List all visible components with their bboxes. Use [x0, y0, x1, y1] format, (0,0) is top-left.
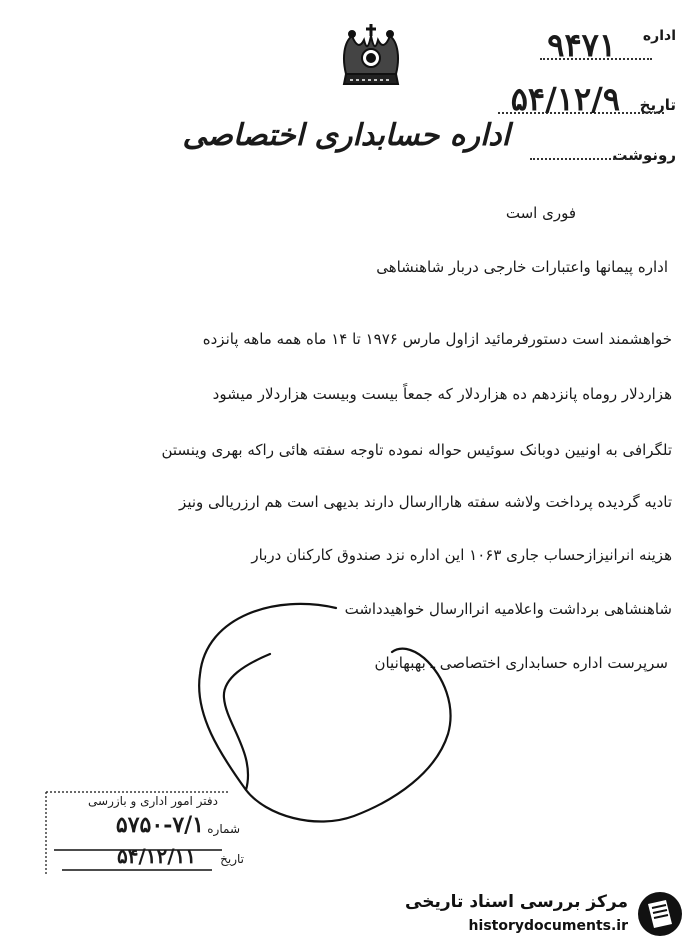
- archive-watermark: [405, 888, 692, 942]
- stamp-office-line: دفتر امور اداری و بازرسی: [88, 794, 218, 808]
- letter-number: ۹۴۷۱: [547, 26, 616, 64]
- stamp-date: ۵۴/۱۲/۱۱: [116, 844, 196, 868]
- signature-line: سرپرست اداره حسابداری اختصاصی ـ بهبهانیان: [374, 654, 668, 672]
- watermark-url: historydocuments.ir: [468, 918, 628, 934]
- receipt-stamp: [42, 788, 244, 878]
- body-line-1: خواهشمند است دستورفرمائید ازاول مارس ۱۹۷۶ تا ۱۴ ماه همه ماهه پانزده: [202, 330, 672, 348]
- watermark-title: مرکز بررسی اسناد تاریخی: [405, 892, 628, 912]
- body-line-4: تادیه گردیده پرداخت ولاشه سفته هاراارسال دارند بدیهی است هم ارزریالی ونیز: [179, 493, 672, 511]
- department-title: اداره حسابداری اختصاصی: [182, 118, 510, 153]
- urgency-note: فوری است: [505, 204, 576, 222]
- crown-emblem-icon: [338, 18, 404, 94]
- copy-label: رونوشت: [612, 146, 676, 164]
- body-line-2: هزاردلار روماه پانزدهم ده هزاردلار که جمعاً بیست وبیست هزاردلار میشود: [212, 385, 672, 403]
- recipient-line: اداره پیمانها واعتبارات خارجی دربار شاهنشاهی: [376, 258, 668, 276]
- stamp-number-label: شماره: [207, 822, 240, 836]
- body-line-3: تلگرافی به اونیین دوبانک سوئیس حواله نموده تاوجه سفته هائی راکه بهری وینستن: [161, 441, 672, 459]
- number-label: اداره: [642, 28, 676, 44]
- body-line-6: شاهنشاهی برداشت واعلامیه انراارسال خواهیدداشت: [344, 600, 672, 618]
- archive-logo-icon: [636, 890, 684, 938]
- stamp-number: ۵۷۵۰-۷/۱: [115, 812, 204, 838]
- body-line-5: هزینه انرانیزازحساب جاری ۱۰۶۳ این اداره نزد صندوق کارکنان دربار: [251, 546, 672, 564]
- date-label: تاریخ: [639, 96, 676, 114]
- stamp-date-label: تاریخ: [220, 852, 244, 866]
- letter-date: ۵۴/۱۲/۹: [510, 80, 620, 118]
- copy-underline: [530, 158, 630, 160]
